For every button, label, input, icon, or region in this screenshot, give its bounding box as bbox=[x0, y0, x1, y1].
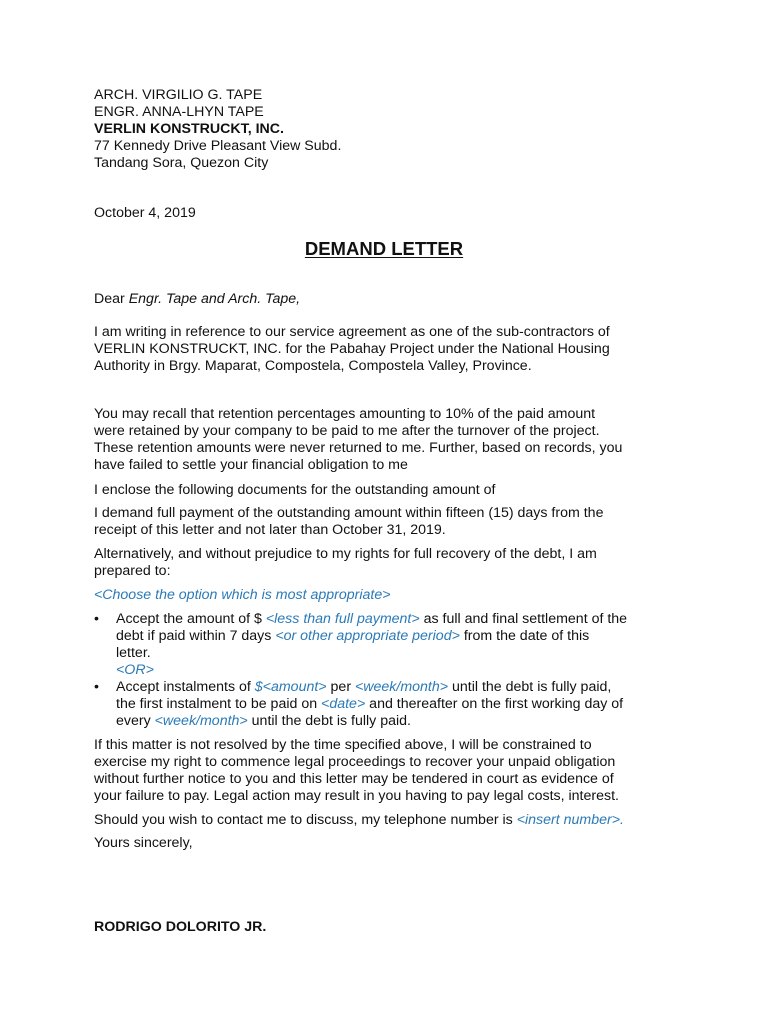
paragraph-enclose bbox=[94, 482, 676, 499]
bullet2-text-f: every bbox=[116, 713, 155, 729]
bullet2-text-a: Accept instalments of bbox=[116, 679, 255, 695]
para4-line2: receipt of this letter and not later than October 31, 2019. bbox=[94, 522, 446, 538]
sender-name-2: ENGR. ANNA-LHYN TAPE bbox=[94, 104, 264, 120]
bullet1-placeholder-amount: <less than full payment> bbox=[265, 611, 420, 627]
closing bbox=[94, 835, 676, 852]
bullet1-text-b: as full and final settlement of the bbox=[419, 611, 628, 627]
para2-line1: You may recall that retention percentages amounting to 10% of the paid amount bbox=[94, 406, 596, 422]
paragraph-demand bbox=[94, 505, 676, 539]
bullet1-placeholder-period: <or other appropriate period> bbox=[275, 628, 460, 644]
sender-block bbox=[94, 87, 676, 172]
salutation-names: Engr. Tape and Arch. Tape, bbox=[128, 291, 301, 307]
options-list bbox=[94, 611, 676, 730]
letter-date bbox=[94, 205, 676, 222]
salutation bbox=[94, 291, 676, 308]
paragraph-alternatively bbox=[94, 546, 676, 580]
bullet-icon: • bbox=[94, 679, 99, 695]
bullet2-placeholder-period-2: <week/month> bbox=[154, 713, 248, 729]
signature bbox=[94, 919, 676, 936]
list-item bbox=[94, 679, 676, 730]
para5-line1: Alternatively, and without prejudice to my rights for full recovery of the debt, I am bbox=[94, 546, 597, 562]
paragraph-retention bbox=[94, 406, 676, 474]
bullet-icon: • bbox=[94, 611, 99, 627]
para4-line1: I demand full payment of the outstanding amount within fifteen (15) days from the bbox=[94, 505, 604, 521]
bullet2-placeholder-amount: $<amount> bbox=[254, 679, 327, 695]
para2-line4: have failed to settle your financial obligation to me bbox=[94, 457, 408, 473]
date-text: October 4, 2019 bbox=[94, 205, 196, 221]
para6-line2: exercise my right to commence legal proceedings to recover your unpaid obligation bbox=[94, 754, 616, 770]
paragraph-reference bbox=[94, 324, 676, 375]
bullet1-text-a: Accept the amount of $ bbox=[116, 611, 266, 627]
page-title: DEMAND LETTER bbox=[304, 238, 464, 259]
sender-address-2: Tandang Sora, Quezon City bbox=[94, 155, 269, 171]
choose-option-note bbox=[94, 587, 676, 604]
para1-line2: VERLIN KONSTRUCKT, INC. for the Pabahay Project under the National Housing bbox=[94, 341, 610, 357]
para2-line3: These retention amounts were never returned to me. Further, based on records, you bbox=[94, 440, 623, 456]
para1-line3: Authority in Brgy. Maparat, Compostela, Compostela Valley, Province. bbox=[94, 358, 532, 374]
para5-line2: prepared to: bbox=[94, 563, 171, 579]
bullet2-text-g: until the debt is fully paid. bbox=[247, 713, 411, 729]
paragraph-contact bbox=[94, 812, 676, 829]
choose-option-text: <Choose the option which is most appropriate> bbox=[94, 587, 391, 603]
sender-name-1: ARCH. VIRGILIO G. TAPE bbox=[94, 87, 263, 103]
para1-line1: I am writing in reference to our service agreement as one of the sub-contractors of bbox=[94, 324, 610, 340]
para7-text: Should you wish to contact me to discuss, my telephone number is bbox=[94, 812, 517, 828]
paragraph-legal bbox=[94, 737, 676, 805]
phone-placeholder: <insert number>. bbox=[516, 812, 624, 828]
para6-line4: your failure to pay. Legal action may result in you having to pay legal costs, interest. bbox=[94, 788, 619, 804]
bullet1-or: <OR> bbox=[116, 662, 154, 678]
bullet2-placeholder-period: <week/month> bbox=[354, 679, 449, 695]
bullet2-placeholder-date: <date> bbox=[321, 696, 366, 712]
para6-line1: If this matter is not resolved by the time specified above, I will be constrained to bbox=[94, 737, 592, 753]
bullet2-text-e: and thereafter on the first working day of bbox=[365, 696, 624, 712]
para6-line3: without further notice to you and this letter may be tendered in court as evidence of bbox=[94, 771, 614, 787]
para2-line2: were retained by your company to be paid to me after the turnover of the project. bbox=[94, 423, 600, 439]
bullet1-text-c: debt if paid within 7 days bbox=[116, 628, 276, 644]
sender-address-1: 77 Kennedy Drive Pleasant View Subd. bbox=[94, 138, 342, 154]
bullet2-text-c: until the debt is fully paid, bbox=[448, 679, 612, 695]
sender-company: VERLIN KONSTRUCKT, INC. bbox=[94, 121, 284, 137]
salutation-prefix: Dear bbox=[94, 291, 129, 307]
bullet2-text-b: per bbox=[326, 679, 355, 695]
bullet2-text-d: the first instalment to be paid on bbox=[116, 696, 322, 712]
signature-name: RODRIGO DOLORITO JR. bbox=[94, 919, 267, 935]
bullet1-text-d: from the date of this bbox=[459, 628, 590, 644]
bullet1-text-e: letter. bbox=[116, 645, 151, 661]
para3-line1: I enclose the following documents for the outstanding amount of bbox=[94, 482, 496, 498]
list-item bbox=[94, 611, 676, 679]
closing-text: Yours sincerely, bbox=[94, 835, 193, 851]
